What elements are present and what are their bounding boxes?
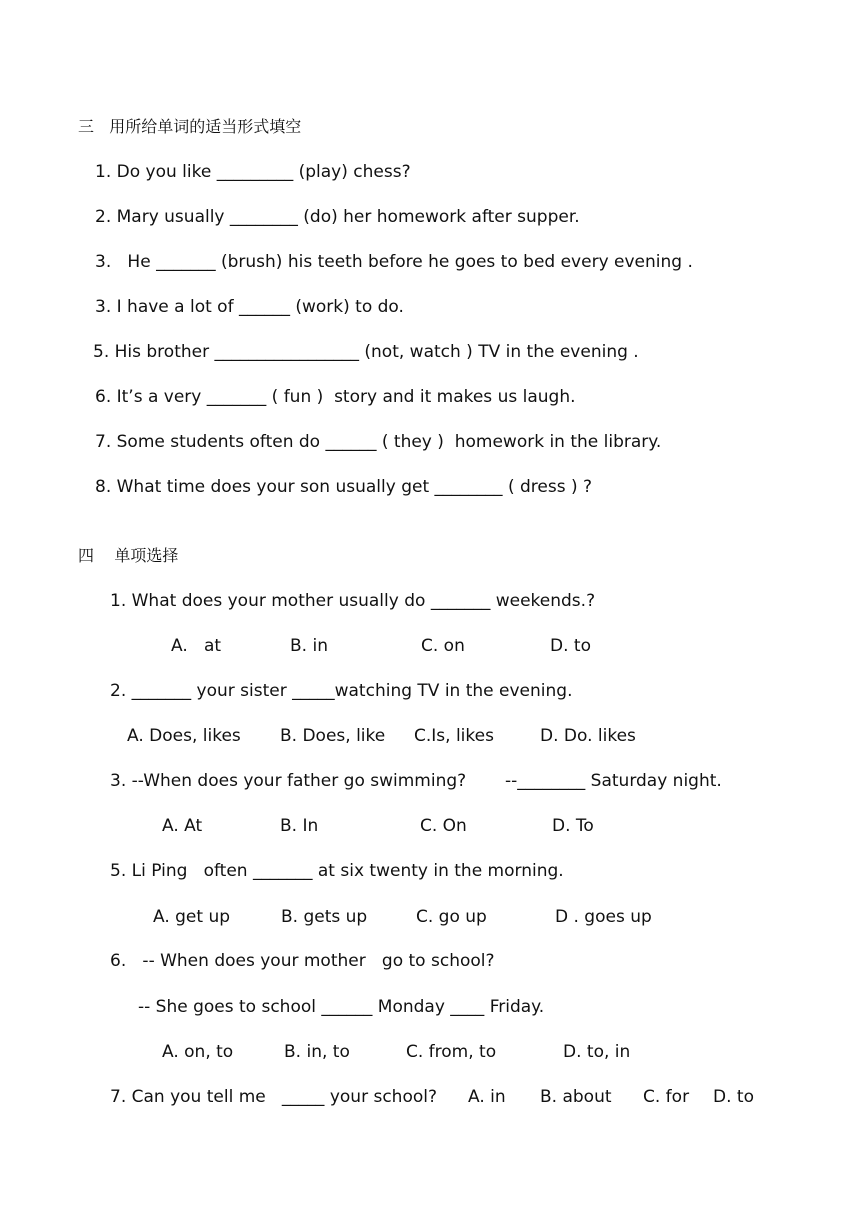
s4-q2-option-c: C.Is, likes bbox=[414, 726, 494, 746]
s4-q5-option-a: A. get up bbox=[153, 907, 231, 927]
s3-question-3a: 3. He _______ (brush) his teeth before he goes to bed every evening . bbox=[95, 252, 693, 272]
s4-q7-option-b: B. about bbox=[540, 1087, 612, 1107]
s4-q5-option-d: D . goes up bbox=[555, 907, 652, 927]
s3-question-3b: 3. I have a lot of ______ (work) to do. bbox=[95, 297, 404, 317]
s4-q6-option-c: C. from, to bbox=[406, 1042, 497, 1062]
s4-q1-option-a: A. at bbox=[171, 636, 222, 656]
s4-question-5: 5. Li Ping often _______ at six twenty in the morning. bbox=[110, 861, 564, 881]
s4-question-1: 1. What does your mother usually do _______ weekends.? bbox=[110, 591, 596, 611]
s3-question-2: 2. Mary usually ________ (do) her homework after supper. bbox=[95, 207, 580, 227]
s4-question-6: 6. -- When does your mother go to school? bbox=[110, 951, 495, 971]
s4-question-2: 2. _______ your sister _____watching TV in the evening. bbox=[110, 681, 573, 701]
s3-question-5: 5. His brother _________________ (not, watch ) TV in the evening . bbox=[93, 342, 639, 362]
s4-q2-option-d: D. Do. likes bbox=[540, 726, 636, 746]
s4-q2-option-a: A. Does, likes bbox=[127, 726, 241, 746]
s3-question-8: 8. What time does your son usually get ________ ( dress ) ? bbox=[95, 477, 593, 497]
s4-question-3: 3. --When does your father go swimming? bbox=[110, 771, 467, 791]
s4-q6-option-a: A. on, to bbox=[162, 1042, 234, 1062]
s4-q3-option-d: D. To bbox=[552, 816, 594, 836]
s4-q1-option-b: B. in bbox=[290, 636, 328, 656]
s4-q3-option-c: C. On bbox=[420, 816, 467, 836]
s3-question-1: 1. Do you like _________ (play) chess? bbox=[95, 162, 411, 182]
s4-q6-answer-line: -- She goes to school ______ Monday ____ Friday. bbox=[138, 997, 545, 1017]
section-3-heading: 三 用所给单词的适当形式填空 bbox=[78, 117, 302, 136]
s4-q3-option-a: A. At bbox=[162, 816, 203, 836]
s4-q7-option-c: C. for bbox=[643, 1087, 690, 1107]
s4-q7-option-a: A. in bbox=[468, 1087, 506, 1107]
s4-q7-option-d: D. to bbox=[713, 1087, 754, 1107]
s4-question-7: 7. Can you tell me _____ your school? bbox=[110, 1087, 437, 1107]
s3-question-6: 6. It’s a very _______ ( fun ) story and it makes us laugh. bbox=[95, 387, 576, 407]
s4-q1-option-c: C. on bbox=[421, 636, 465, 656]
s4-q6-option-b: B. in, to bbox=[284, 1042, 350, 1062]
s4-q5-option-c: C. go up bbox=[416, 907, 487, 927]
s4-q3-option-b: B. In bbox=[280, 816, 319, 836]
s3-question-7: 7. Some students often do ______ ( they ) homework in the library. bbox=[95, 432, 662, 452]
s4-q5-option-b: B. gets up bbox=[281, 907, 368, 927]
s4-q6-option-d: D. to, in bbox=[563, 1042, 631, 1062]
section-4-heading: 四 单项选择 bbox=[78, 546, 179, 565]
s4-q1-option-d: D. to bbox=[550, 636, 591, 656]
s4-q3-answer-line: --________ Saturday night. bbox=[505, 771, 722, 791]
s4-q2-option-b: B. Does, like bbox=[280, 726, 386, 746]
